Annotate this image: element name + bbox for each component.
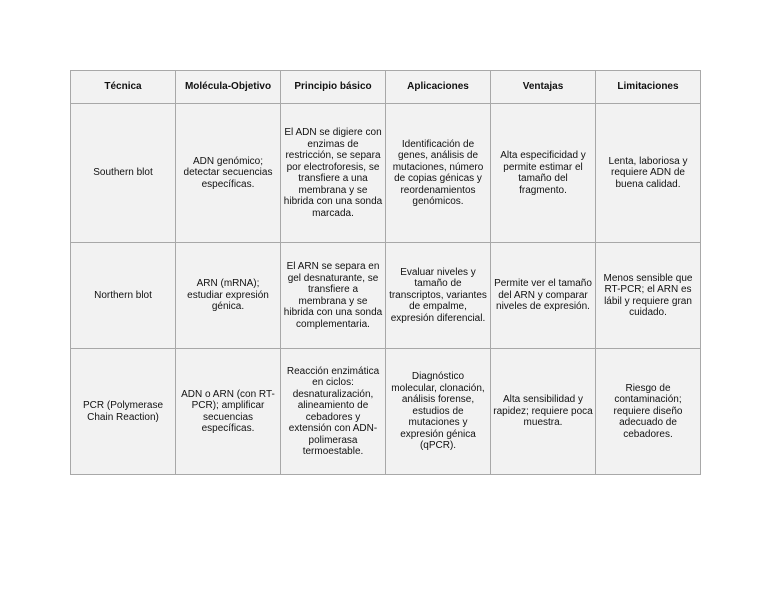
cell-tecnica: Southern blot xyxy=(71,104,176,243)
table-row xyxy=(71,104,701,243)
table-row xyxy=(71,349,701,475)
cell-principio: El ARN se separa en gel desnaturante, se transfiere a membrana y se hibrida con una sonda complementaria. xyxy=(281,243,386,349)
cell-aplicaciones: Identificación de genes, análisis de mutaciones, número de copias génicas y reordenamientos genómicos. xyxy=(386,104,491,243)
table-header xyxy=(71,71,701,104)
cell-principio: Reacción enzimática en ciclos: desnaturalización, alineamiento de cebadores y extensión con ADN-polimerasa termoestable. xyxy=(281,349,386,475)
header-ventajas: Ventajas xyxy=(491,71,596,104)
cell-limitaciones: Menos sensible que RT-PCR; el ARN es lábil y requiere gran cuidado. xyxy=(596,243,701,349)
cell-ventajas: Permite ver el tamaño del ARN y comparar niveles de expresión. xyxy=(491,243,596,349)
header-row xyxy=(71,71,701,104)
cell-molecula: ADN genómico; detectar secuencias específicas. xyxy=(176,104,281,243)
cell-tecnica: Northern blot xyxy=(71,243,176,349)
cell-principio: El ADN se digiere con enzimas de restricción, se separa por electroforesis, se transfiere a una membrana y se hibrida con una sonda marcada. xyxy=(281,104,386,243)
header-aplicaciones: Aplicaciones xyxy=(386,71,491,104)
header-tecnica: Técnica xyxy=(71,71,176,104)
header-molecula-objetivo: Molécula-Objetivo xyxy=(176,71,281,104)
header-limitaciones: Limitaciones xyxy=(596,71,701,104)
table-body xyxy=(71,104,701,475)
cell-aplicaciones: Evaluar niveles y tamaño de transcriptos, variantes de empalme, expresión diferencial. xyxy=(386,243,491,349)
cell-ventajas: Alta sensibilidad y rapidez; requiere poca muestra. xyxy=(491,349,596,475)
cell-ventajas: Alta especificidad y permite estimar el tamaño del fragmento. xyxy=(491,104,596,243)
cell-molecula: ADN o ARN (con RT-PCR); amplificar secuencias específicas. xyxy=(176,349,281,475)
header-principio-basico: Principio básico xyxy=(281,71,386,104)
comparison-table xyxy=(70,70,701,475)
cell-molecula: ARN (mRNA); estudiar expresión génica. xyxy=(176,243,281,349)
cell-limitaciones: Riesgo de contaminación; requiere diseño adecuado de cebadores. xyxy=(596,349,701,475)
cell-tecnica: PCR (Polymerase Chain Reaction) xyxy=(71,349,176,475)
cell-limitaciones: Lenta, laboriosa y requiere ADN de buena calidad. xyxy=(596,104,701,243)
cell-aplicaciones: Diagnóstico molecular, clonación, análisis forense, estudios de mutaciones y expresión génica (qPCR). xyxy=(386,349,491,475)
table-row xyxy=(71,243,701,349)
